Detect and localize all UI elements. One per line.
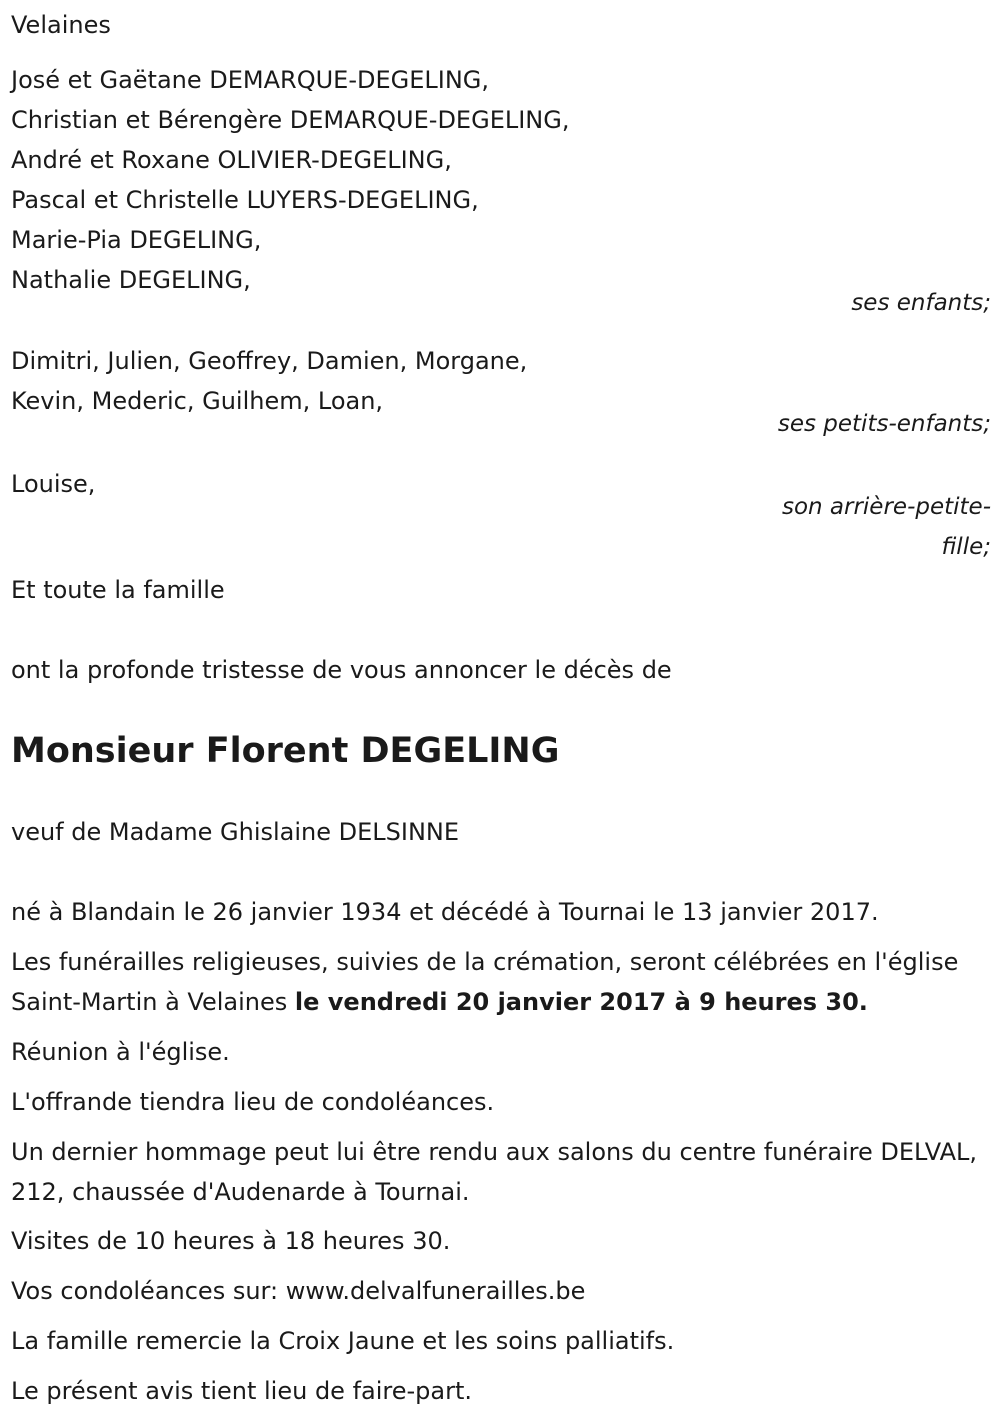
visits: Visites de 10 heures à 18 heures 30. bbox=[11, 1227, 451, 1255]
children-list bbox=[11, 60, 991, 300]
children-role: ses enfants; bbox=[851, 290, 991, 316]
grandchild-line: Kevin, Mederic, Guilhem, Loan, bbox=[11, 387, 384, 415]
child-line: Nathalie DEGELING, bbox=[11, 266, 251, 294]
announcement: ont la profonde tristesse de vous annoncer le décès de bbox=[11, 656, 672, 684]
funeral-date: le vendredi 20 janvier 2017 à 9 heures 30. bbox=[294, 988, 868, 1016]
child-line: André et Roxane OLIVIER-DEGELING, bbox=[11, 146, 452, 174]
obituary-notice bbox=[11, 0, 991, 1411]
funeral-paragraph bbox=[11, 942, 991, 1022]
child-line: José et Gaëtane DEMARQUE-DEGELING, bbox=[11, 66, 490, 94]
location: Velaines bbox=[11, 11, 111, 39]
child-line: Marie-Pia DEGELING, bbox=[11, 226, 262, 254]
grandchild-line: Dimitri, Julien, Geoffrey, Damien, Morgane, bbox=[11, 347, 528, 375]
family-line: Et toute la famille bbox=[11, 576, 225, 604]
meeting: Réunion à l'église. bbox=[11, 1038, 230, 1066]
tribute: Un dernier hommage peut lui être rendu aux salons du centre funéraire DELVAL, 212, chaussée d'Audenarde à Tournai. bbox=[11, 1138, 978, 1206]
great-grandchild-role: son arrière-petite- bbox=[781, 494, 991, 520]
funeral-text: Les funérailles religieuses, suivies de la crémation, seront célébrées en l'église Saint-Martin à Velaines bbox=[11, 948, 959, 1016]
grandchildren-role: ses petits-enfants; bbox=[777, 411, 991, 437]
great-grandchild: Louise, bbox=[11, 470, 96, 498]
child-line: Christian et Bérengère DEMARQUE-DEGELING, bbox=[11, 106, 570, 134]
great-grandchild-role-cont: fille; bbox=[941, 534, 991, 560]
offering: L'offrande tiendra lieu de condoléances. bbox=[11, 1088, 495, 1116]
widower-of: veuf de Madame Ghislaine DELSINNE bbox=[11, 818, 460, 846]
birth-death: né à Blandain le 26 janvier 1934 et décédé à Tournai le 13 janvier 2017. bbox=[11, 898, 879, 926]
deceased-name: Monsieur Florent DEGELING bbox=[11, 731, 560, 771]
condolences: Vos condoléances sur: www.delvalfunerailles.be bbox=[11, 1277, 586, 1305]
thanks: La famille remercie la Croix Jaune et les soins palliatifs. bbox=[11, 1327, 675, 1355]
notice: Le présent avis tient lieu de faire-part. bbox=[11, 1377, 473, 1405]
child-line: Pascal et Christelle LUYERS-DEGELING, bbox=[11, 186, 479, 214]
